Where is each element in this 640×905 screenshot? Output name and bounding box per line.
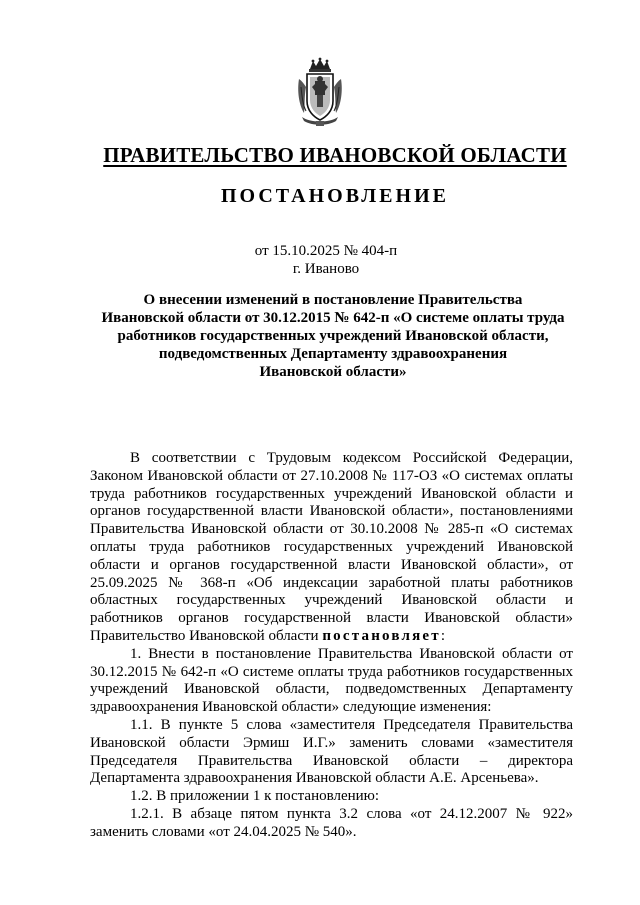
preamble-paragraph: В соответствии с Трудовым кодексом Российской Федерации, Законом Ивановской области от 27.10.2008 № 117-ОЗ «О системах оплаты труда работников государственных учреждений Ивановской области и органов государственной власти Ивановской области», постановлениями Правительства Ивановской области от 30.10.2008 № 285-п «О системах оплаты труда работников государственных учреждений Ивановской области и органов государственной власти Ивановской области», от 25.09.2025 № 368-п «Об индексации заработной платы работников областных государственных учреждений Ивановской области и работников органов государственной власти Ивановской области» Правительство Ивановской области постановляет: xyxy=(90,450,573,644)
preamble-text: В соответствии с Трудовым кодексом Российской Федерации, Законом Ивановской области от 27.10.2008 № 117-ОЗ «О системах оплаты труда работников государственных учреждений Ивановской области и органов государственной власти Ивановской области», постановлениями Правительства Ивановской области от 30.10.2008 № 285-п «О системах оплаты труда работников государственных учреждений Ивановской области и органов государственной власти Ивановской области», от 25.09.2025 № 368-п «Об индексации заработной платы работников областных государственных учреждений Ивановской области и работников органов государственной власти Ивановской области» Правительство Ивановской области xyxy=(90,450,573,644)
subject-line-1: О внесении изменений в постановление Правительства xyxy=(143,292,523,308)
item-1-2: 1.2. В приложении 1 к постановлению: xyxy=(130,788,380,805)
city: г. Иваново xyxy=(292,261,360,277)
document-meta xyxy=(0,242,640,278)
item-1: 1. Внести в постановление Правительства Ивановской области от 30.12.2015 № 642-п «О системе оплаты труда работников государственных учреждений Ивановской области, подведомственных Департаменту здравоохранения Ивановской области» следующие изменения: xyxy=(90,645,573,716)
coat-of-arms-icon xyxy=(296,57,344,127)
document-type: ПОСТАНОВЛЕНИЕ xyxy=(221,185,449,207)
subject-line-4: подведомственных Департаменту здравоохранения xyxy=(158,346,508,362)
item-1-1: 1.1. В пункте 5 слова «заместителя Председателя Правительства Ивановской области Эрмиш И.Г.» заменить словами «заместителя Председателя Правительства Ивановской области – директора Департамента здравоохранения Ивановской области А.Е. Арсеньева». xyxy=(90,716,573,787)
document-body xyxy=(90,450,573,842)
resolves-word: постановляет xyxy=(322,627,441,644)
subject-line-2: Ивановской области от 30.12.2015 № 642-п «О системе оплаты труда xyxy=(101,310,565,326)
subject-line-3: работников государственных учреждений Ивановской области, xyxy=(117,328,549,344)
document-subject xyxy=(98,291,568,381)
item-1-2-1: 1.2.1. В абзаце пятом пункта 3.2 слова «от 24.12.2007 № 922» заменить словами «от 24.04.2025 № 540». xyxy=(90,805,573,840)
subject-line-5: Ивановской области» xyxy=(259,364,407,380)
government-name: ПРАВИТЕЛЬСТВО ИВАНОВСКОЙ ОБЛАСТИ xyxy=(103,143,567,167)
date-number: от 15.10.2025 № 404-п xyxy=(254,243,398,259)
